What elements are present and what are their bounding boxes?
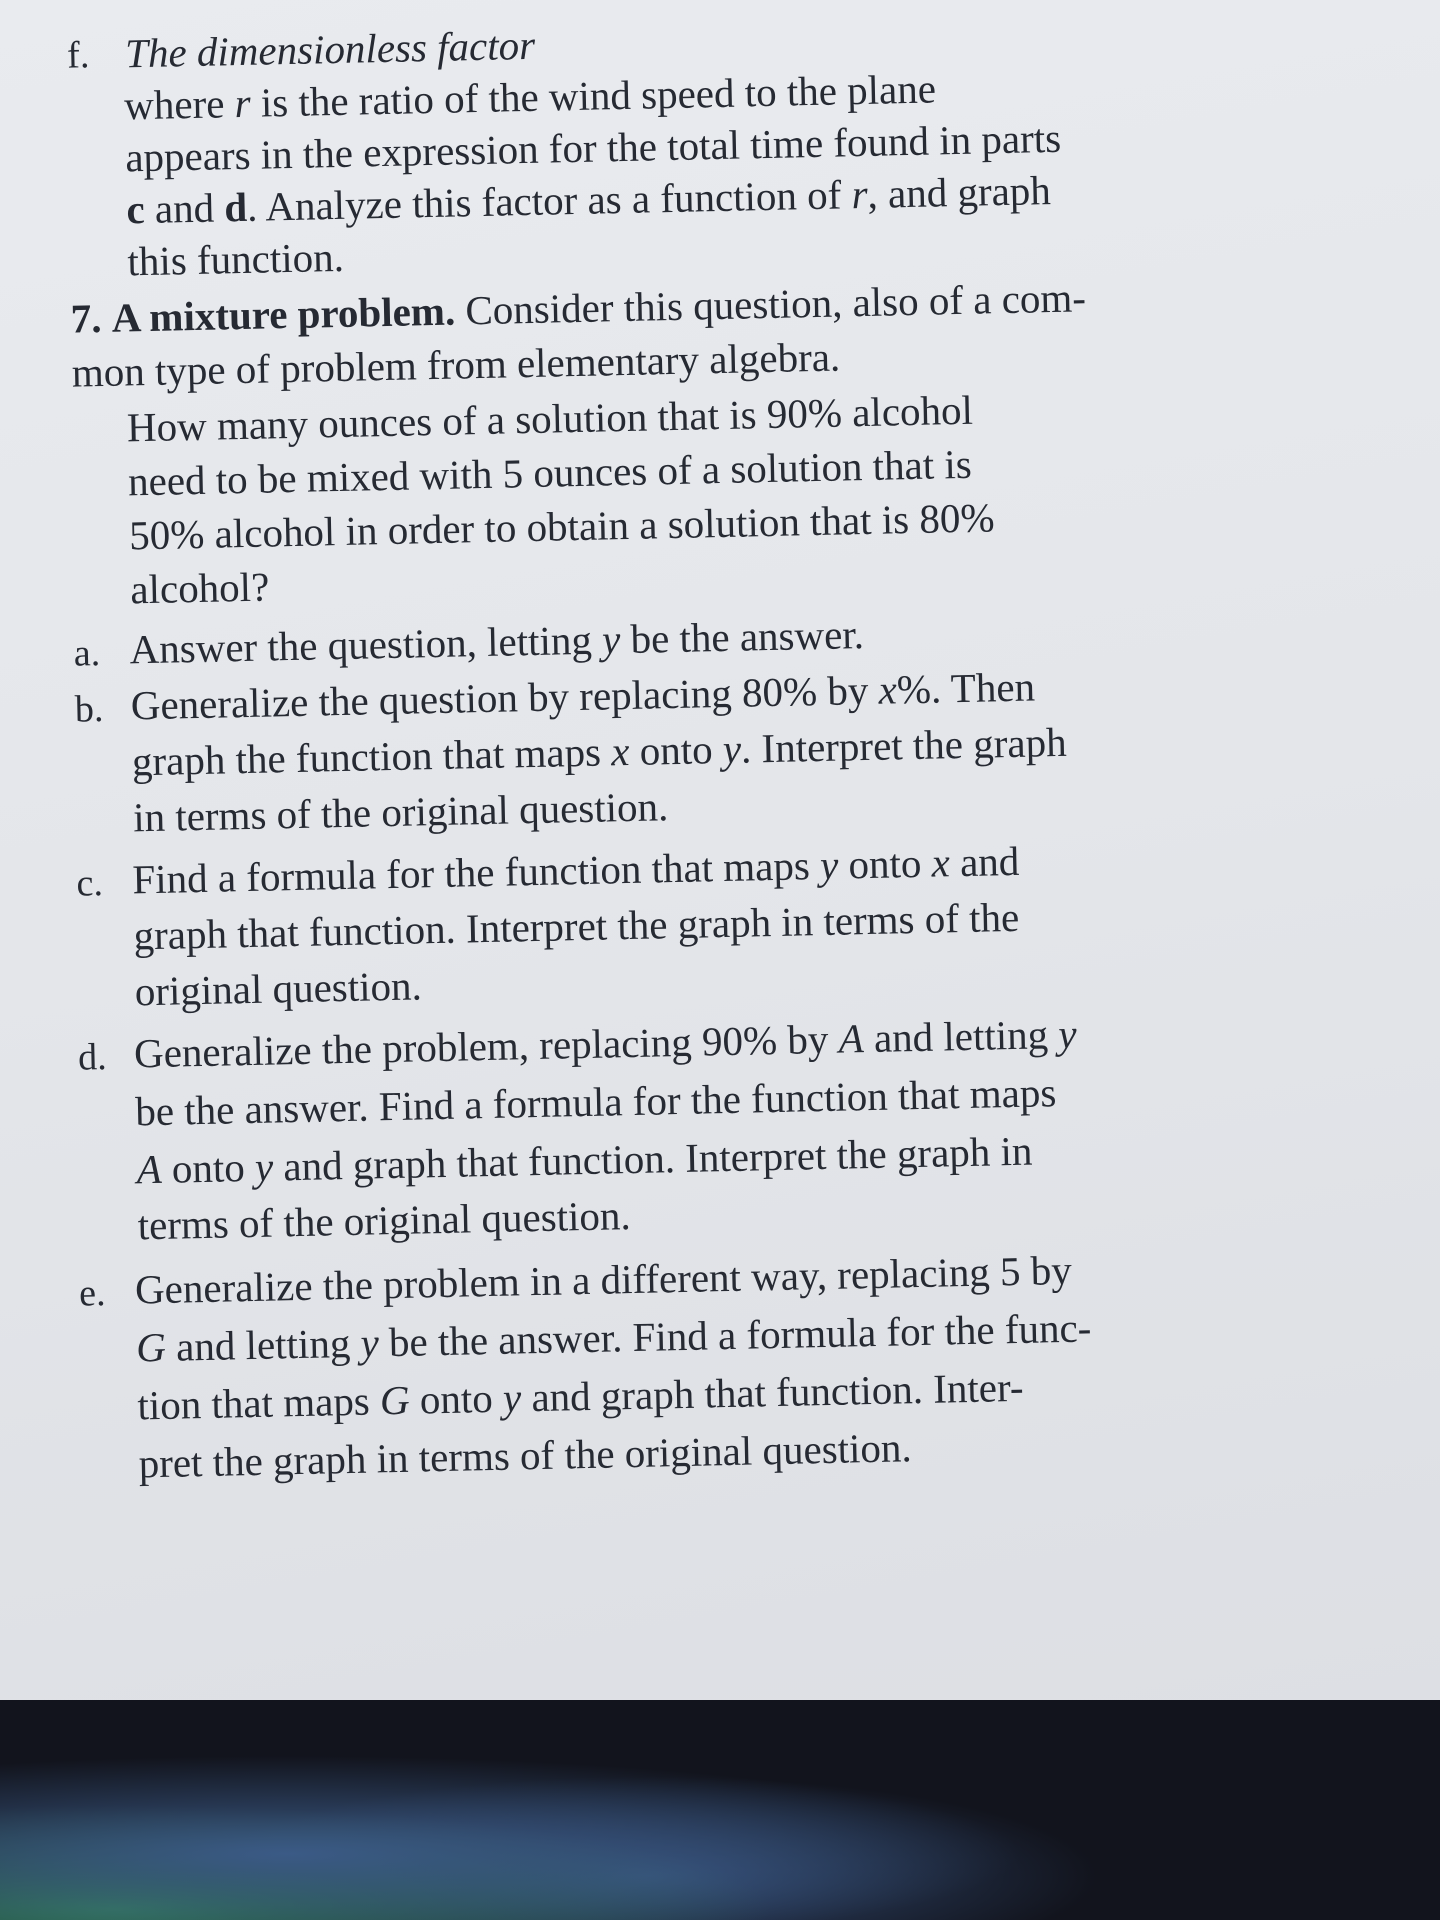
part-a-label: a.	[73, 632, 101, 675]
problem-7-heading: 7. A mixture problem. Consider this question, also of a com-	[70, 274, 1087, 342]
part-c-line-1: Find a formula for the function that maps y onto x and	[131, 837, 1020, 903]
part-e-line-1: Generalize the problem in a different way, replacing 5 by	[134, 1246, 1073, 1313]
part-f-label: f.	[66, 34, 90, 77]
question-line-2: need to be mixed with 5 ounces of a solution that is	[127, 440, 973, 505]
part-d-line-1: Generalize the problem, replacing 90% by A and letting y	[133, 1010, 1078, 1077]
problem-number: 7.	[70, 294, 102, 342]
problem-title: A mixture problem.	[111, 287, 456, 341]
part-d-line-4: terms of the original question.	[137, 1192, 632, 1249]
part-b-line-1: Generalize the question by replacing 80% by x%. Then	[130, 663, 1036, 729]
part-d-line-2: be the answer. Find a formula for the function that maps	[134, 1069, 1057, 1135]
question-line-3: 50% alcohol in order to obtain a solution that is 80%	[128, 494, 995, 559]
part-b-line-2: graph the function that maps x onto y. Interpret the graph	[131, 718, 1068, 785]
part-e-line-4: pret the graph in terms of the original question.	[138, 1424, 913, 1487]
question-line-1: How many ounces of a solution that is 90% alcohol	[126, 386, 974, 451]
part-a-line-1: Answer the question, letting y be the answer.	[129, 611, 865, 673]
part-e-line-2: G and letting y be the answer. Find a formula for the func-	[135, 1304, 1092, 1371]
part-f-line-1: The dimensionless factor	[124, 21, 536, 77]
part-e-line-3: tion that maps G onto y and graph that function. Inter-	[136, 1363, 1024, 1429]
part-f-line-4: c and d. Analyze this factor as a function of r, and graph	[125, 167, 1052, 233]
part-f-line-5: this function.	[127, 233, 345, 285]
part-b-line-3: in terms of the original question.	[132, 783, 669, 841]
part-f-line-2: where r is the ratio of the wind speed to the plane	[123, 65, 937, 129]
part-c-label: c.	[76, 862, 104, 905]
part-d-line-3: A onto y and graph that function. Interpret the graph in	[136, 1127, 1033, 1193]
background-surface	[0, 1700, 1440, 1920]
part-d-label: d.	[77, 1036, 108, 1079]
part-f-line-3: appears in the expression for the total time found in parts	[124, 114, 1062, 181]
part-b-label: b.	[74, 687, 104, 731]
part-e-label: e.	[78, 1272, 106, 1315]
problem-7-intro: mon type of problem from elementary algebra.	[71, 333, 841, 396]
part-c-line-2: graph that function. Interpret the graph in terms of the	[133, 893, 1020, 959]
question-line-4: alcohol?	[129, 563, 270, 613]
part-c-line-3: original question.	[134, 962, 423, 1015]
